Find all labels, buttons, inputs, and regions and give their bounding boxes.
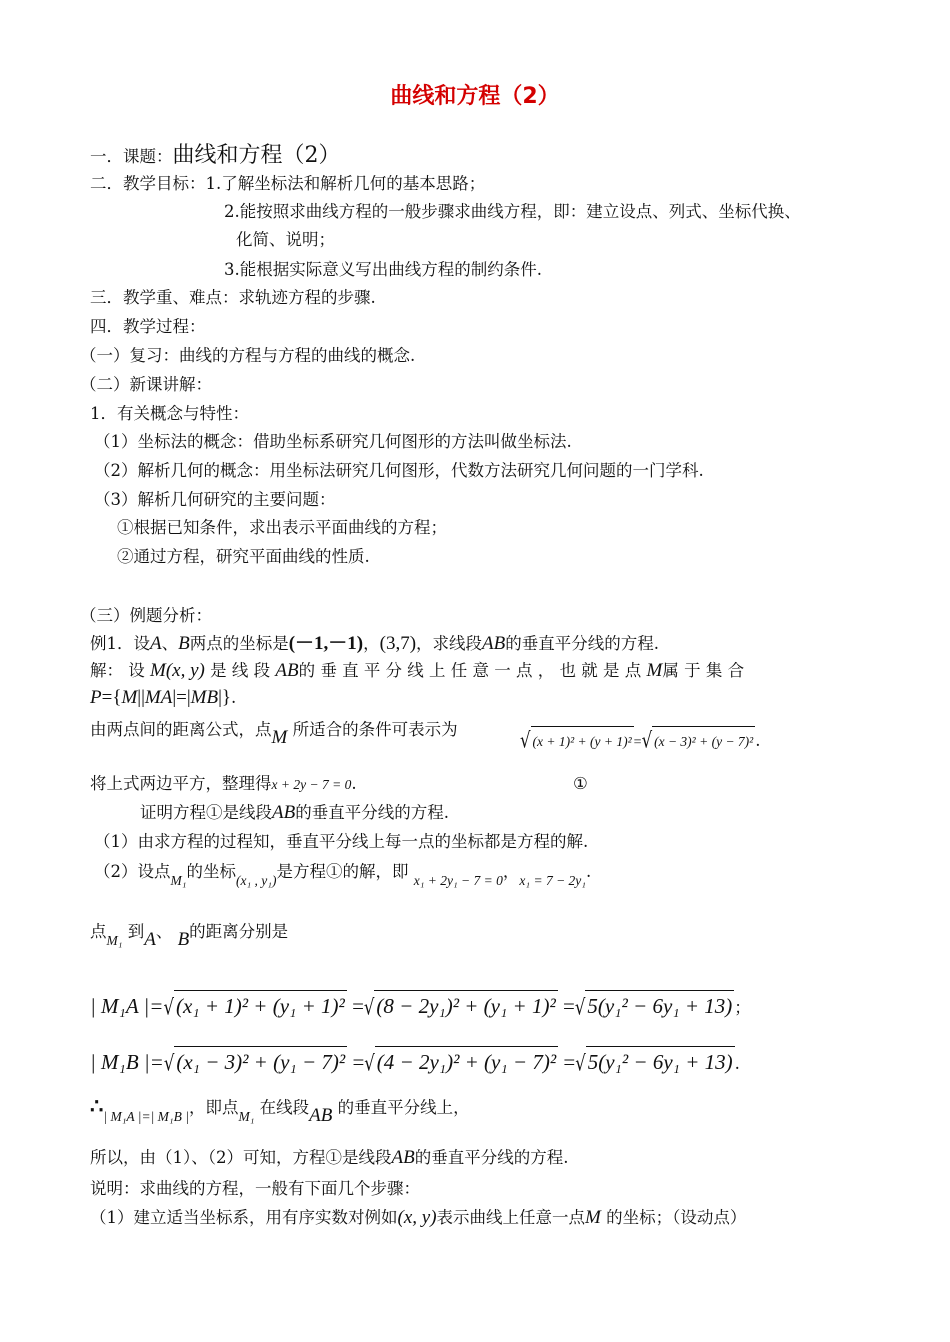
solution-text: 解： 设: [90, 661, 145, 680]
point-m1: M₁: [170, 873, 187, 888]
example-text: 例1．设: [90, 634, 150, 653]
proof-part-1: （1）由求方程的过程知，垂直平分线上每一点的坐标都是方程的解.: [94, 832, 589, 851]
equals: =: [563, 994, 575, 1018]
x1-expression: x₁ = 7 − 2y₁: [519, 873, 586, 888]
radicand: (4 − 2y₁)² + (y₁ − 7)²: [375, 1046, 558, 1074]
proof-text: 的垂直平分线的方程.: [295, 803, 449, 822]
proof-text: 到: [127, 922, 145, 941]
goal-2-cont: 化简、说明；: [236, 230, 335, 249]
proof-statement: [140, 801, 449, 825]
sqrt-expression: √5(y₁² − 6y₁ + 13): [575, 1046, 734, 1076]
concept-3: （3）解析几何研究的主要问题：: [94, 490, 336, 509]
distances-intro: [90, 920, 289, 950]
section-process: 四．教学过程：: [90, 317, 206, 336]
review-line: （一）复习：曲线的方程与方程的曲线的概念.: [80, 346, 416, 365]
separator: 、: [155, 922, 173, 941]
coord-m1: (x₁ , y₁): [235, 873, 277, 888]
distance-m1b: [90, 1046, 740, 1076]
example-text: 的垂直平分线的方程.: [505, 634, 659, 653]
left-brace: {: [112, 687, 122, 708]
concept-2: （2）解析几何的概念：用坐标法研究几何图形，代数方法研究几何问题的一门学科.: [94, 461, 704, 480]
distance-equality: | M₁A |=| M₁B |: [103, 1109, 189, 1124]
period: .: [351, 774, 357, 793]
distance-condition: [90, 718, 458, 748]
solution-text: 由两点间的距离公式，点: [90, 720, 272, 739]
concepts-heading: 1．有关概念与特性：: [90, 404, 249, 423]
page-title: 曲线和方程（2）: [390, 84, 560, 109]
concept-3a: ①根据已知条件，求出表示平面曲线的方程；: [117, 518, 447, 537]
squared-equation: [90, 772, 357, 797]
solution-text: 所适合的条件可表示为: [292, 720, 458, 739]
set-bar: |: [218, 687, 222, 708]
equals: =: [352, 1050, 365, 1074]
period: .: [755, 731, 761, 750]
solution-line-1: [90, 659, 744, 683]
goal-3: 3.能根据实际意义写出曲线方程的制约条件.: [224, 260, 542, 279]
topic-prefix: 一．课题：: [90, 147, 173, 166]
new-lesson-heading: （二）新课讲解：: [80, 375, 212, 394]
proof-text: 是方程①的解，即: [276, 862, 409, 881]
point-m1: M₁: [238, 1109, 255, 1124]
sqrt-expression: √(4 − 2y₁)² + (y₁ − 7)²: [364, 1046, 558, 1076]
goal-2: 2.能按照求曲线方程的一般步骤求曲线方程，即：建立设点、列式、坐标代换、: [224, 202, 801, 221]
note-line: 说明：求曲线的方程，一般有下面几个步骤：: [90, 1179, 420, 1198]
step-text: 表示曲线上任意一点: [436, 1208, 586, 1227]
radicand: 5(y₁² − 6y₁ + 13): [586, 1046, 735, 1074]
distance-label: | M₁A |=: [90, 994, 164, 1018]
point-m: M: [585, 1207, 601, 1228]
sqrt-expression: √ (x − 3)² + (y − 7)²: [641, 728, 754, 753]
equals: =: [563, 1050, 576, 1074]
segment-ab: AB: [275, 660, 299, 681]
set-bar: |=|: [172, 687, 191, 708]
goal-1: 1.了解坐标法和解析几何的基本思路；: [205, 174, 486, 193]
solution-text: 是 线 段: [210, 661, 271, 680]
therefore-line: [90, 1094, 470, 1126]
separator: ，: [363, 634, 380, 653]
line-equation: x₁ + 2y₁ − 7 = 0: [413, 873, 503, 888]
sqrt-expression: √5(y₁² − 6y₁ + 13): [575, 990, 734, 1020]
segment-ab: AB: [272, 802, 296, 823]
segment-ab: AB: [391, 1147, 415, 1168]
proof-text: ，即点: [188, 1098, 239, 1117]
radicand: (x + 1)² + (y + 1)²: [531, 726, 634, 754]
proof-text: （2）设点: [94, 862, 171, 881]
examples-heading: （三）例题分析：: [80, 606, 212, 625]
point-a: A: [150, 633, 162, 654]
goals-prefix: 二．教学目标：: [90, 174, 206, 193]
segment-ma: MA: [144, 687, 173, 708]
radicand: (x₁ + 1)² + (y₁ + 1)²: [174, 990, 347, 1018]
concept-1: （1）坐标法的概念：借助坐标系研究几何图形的方法叫做坐标法.: [94, 432, 572, 451]
point-m: M: [121, 687, 138, 708]
period: .: [231, 688, 237, 707]
solution-text: 的 垂 直 平 分 线 上 任 意 一 点 ， 也 就 是 点: [298, 661, 642, 680]
point-b: B: [178, 633, 190, 654]
sqrt-expression: √ (x + 1)² + (y + 1)²: [520, 728, 632, 753]
sqrt-expression: √(8 − 2y₁)² + (y₁ + 1)²: [364, 990, 558, 1020]
proof-text: 的坐标: [186, 862, 236, 881]
set-bar: ||: [137, 687, 145, 708]
step-text: （1）建立适当坐标系，用有序实数对例如: [90, 1208, 398, 1227]
equals: =: [633, 735, 642, 750]
section-goals: [90, 172, 485, 196]
step-text: 的坐标；（设动点）: [606, 1208, 747, 1227]
proof-text: 的距离分别是: [189, 922, 289, 941]
equals: =: [352, 994, 364, 1018]
right-brace: }: [221, 687, 232, 708]
radicand: 5(y₁² − 6y₁ + 13): [585, 990, 734, 1018]
example-text: 两点的坐标是: [189, 634, 289, 653]
segment-ab: AB: [482, 633, 506, 654]
sqrt-expression: √(x₁ + 1)² + (y₁ + 1)²: [163, 990, 346, 1020]
period: .: [586, 862, 592, 881]
coord-b: (3,7): [379, 633, 417, 654]
proof-text: 点: [90, 922, 107, 941]
separator: ；: [734, 998, 751, 1017]
proof-text: 证明方程①是线段: [140, 803, 272, 822]
line-equation: x + 2y − 7 = 0: [271, 777, 352, 792]
distance-m1a: [90, 990, 751, 1020]
proof-text: 的垂直平分线的方程.: [414, 1148, 569, 1167]
section-key-points: 三．教学重、难点：求轨迹方程的步骤.: [90, 288, 376, 307]
topic-name: 曲线和方程（2）: [172, 143, 341, 168]
set-definition: [90, 686, 236, 710]
radicand: (x − 3)² + (y − 7)²: [652, 726, 755, 754]
segment-mb: MB: [190, 687, 219, 708]
solution-text: 将上式两边平方，整理得: [90, 774, 272, 793]
section-topic: [90, 144, 341, 169]
point-m1: M₁: [106, 933, 123, 948]
point-b: B: [177, 929, 190, 950]
equals: =: [101, 687, 113, 708]
point-m: M: [646, 660, 663, 681]
proof-text: 在线段: [259, 1098, 310, 1117]
concept-3b: ②通过方程，研究平面曲线的性质.: [117, 547, 370, 566]
proof-part-2: [94, 860, 592, 888]
step-1: [90, 1206, 746, 1230]
coord-xy: (x, y): [397, 1207, 437, 1228]
coord-xy: (x, y): [165, 660, 205, 681]
point-a: A: [144, 929, 156, 950]
point-m: M: [150, 660, 166, 681]
therefore-symbol: ∴: [90, 1094, 104, 1118]
radicand: (x₁ − 3)² + (y₁ − 7)²: [174, 1046, 347, 1074]
proof-text: 所以，由（1）、（2）可知，方程①是线段: [90, 1148, 392, 1167]
equation-number: ①: [573, 774, 588, 793]
separator: ，: [502, 862, 520, 881]
example-text: ，求线段: [416, 634, 483, 653]
distance-equation: [520, 726, 760, 755]
set-p: P: [90, 687, 102, 708]
radicand: (8 − 2y₁)² + (y₁ + 1)²: [374, 990, 557, 1018]
conclusion-line: [90, 1146, 568, 1170]
separator: 、: [161, 634, 179, 653]
sqrt-expression: √(x₁ − 3)² + (y₁ − 7)²: [164, 1046, 347, 1076]
example-1: [90, 632, 659, 656]
period: .: [734, 1054, 740, 1073]
point-m: M: [271, 727, 288, 748]
segment-ab: AB: [309, 1105, 333, 1126]
distance-label: | M₁B |=: [90, 1050, 164, 1074]
coord-a: (－1,－1): [288, 633, 364, 654]
proof-text: 的垂直平分线上，: [337, 1098, 470, 1117]
solution-text: 属 于 集 合: [662, 661, 745, 680]
